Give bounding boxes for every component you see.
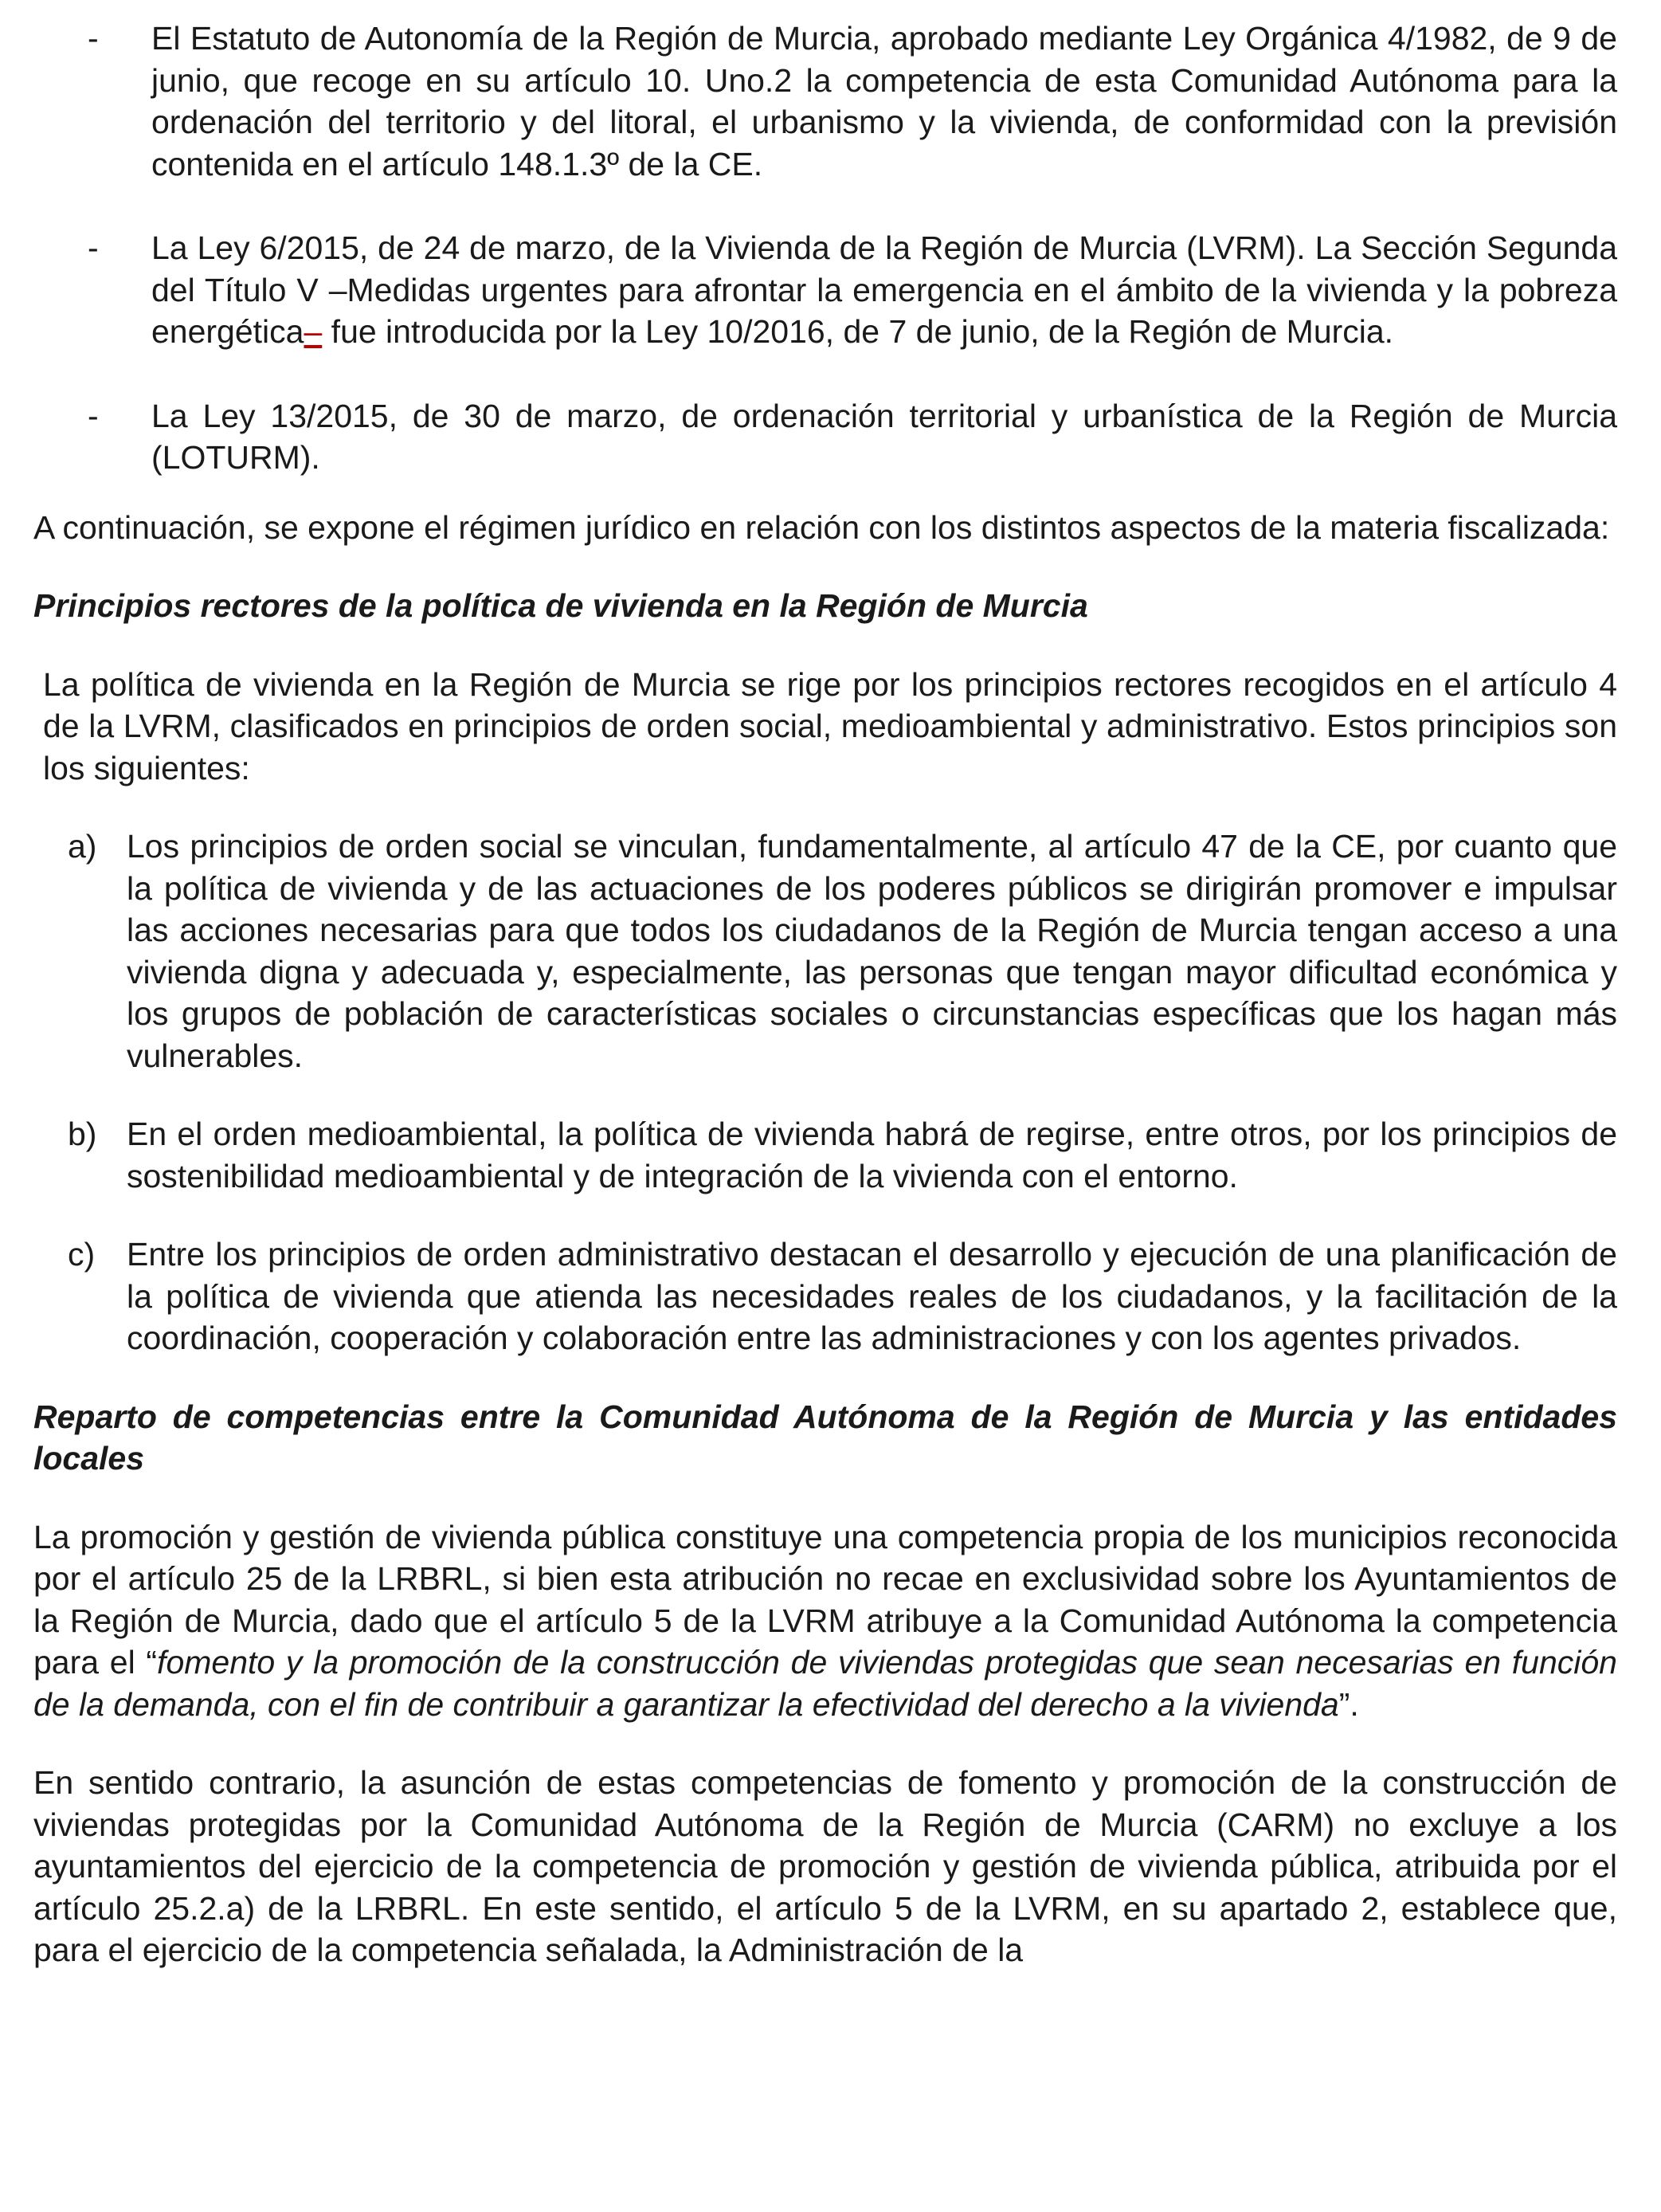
principle-item-medioambiental <box>33 1113 1617 1197</box>
paragraph-text-after: ”. <box>1338 1685 1359 1723</box>
bullet-text-before: La Ley 6/2015, de 24 de marzo, de la Vivienda de la Región de Murcia (LVRM). La Sección Segunda del Título V –Medidas urgentes para afrontar la emergencia en el ámbito de la vivienda y la pobreza energética <box>151 229 1617 350</box>
intro-paragraph: A continuación, se expone el régimen jurídico en relación con los distintos aspectos de la materia fiscalizada: <box>33 508 1610 546</box>
principios-paragraph: La política de vivienda en la Región de Murcia se rige por los principios rectores recogidos en el artículo 4 de la LVRM, clasificados en principios de orden social, medioambiental y administrativo. Estos principios son los siguientes: <box>43 665 1617 786</box>
item-text: Entre los principios de orden administrativo destacan el desarrollo y ejecución de una planificación de la política de vivienda que atienda las necesidades reales de los ciudadanos, y la facilitación de la coordinación, cooperación y colaboración entre las administraciones y con los agentes privados. <box>127 1236 1617 1356</box>
quoted-law-text: fomento y la promoción de la construcción de viviendas protegidas que sean necesarias en función de la demanda, con el fin de contribuir a garantizar la efectividad del derecho a la vivienda <box>33 1644 1617 1723</box>
item-letter: a) <box>68 828 97 865</box>
principle-item-administrativo <box>33 1233 1617 1359</box>
principle-item-social <box>33 826 1617 1077</box>
item-text: Los principios de orden social se vinculan, fundamentalmente, al artículo 47 de la CE, por cuanto que la política de vivienda y de las actuaciones de los poderes públicos se dirigirán promover e impulsar las acciones necesarias para que todos los ciudadanos de la Región de Murcia tengan acceso a una vivienda digna y adecuada y, especialmente, las personas que tengan mayor dificultad económica y los grupos de población de características sociales o circunstancias específicas que los hagan más vulnerables. <box>127 828 1617 1074</box>
bullet-item-estatuto <box>33 18 1617 185</box>
bullet-item-ley-vivienda <box>33 227 1617 353</box>
document-page <box>33 18 1617 1971</box>
tracked-change-dash: – <box>304 313 323 350</box>
bullet-marker: - <box>88 397 99 434</box>
item-text: En el orden medioambiental, la política de vivienda habrá de regirse, entre otros, por los principios de sostenibilidad medioambiental y de integración de la vivienda con el entorno. <box>127 1116 1617 1194</box>
bullet-text-after: fue introducida por la Ley 10/2016, de 7 de junio, de la Región de Murcia. <box>322 313 1394 350</box>
item-letter: c) <box>68 1236 96 1273</box>
bullet-item-loturm <box>33 395 1617 479</box>
paragraph-text-before: La promoción y gestión de vivienda pública constituye una competencia propia de los municipios reconocida por el artículo 25 de la LRBRL, si bien esta atribución no recae en exclusividad sobre los Ayuntamientos de la Región de Murcia, dado que el artículo 5 de la LVRM atribuye a la Comunidad Autónoma la competencia para el “ <box>33 1518 1617 1681</box>
bullet-marker: - <box>88 20 99 57</box>
bullet-text: La Ley 13/2015, de 30 de marzo, de ordenación territorial y urbanística de la Región de Murcia (LOTURM). <box>151 397 1617 476</box>
bullet-marker: - <box>88 229 99 266</box>
section-heading-principios: Principios rectores de la política de vivienda en la Región de Murcia <box>33 587 1088 624</box>
item-letter: b) <box>68 1116 97 1152</box>
competencias-paragraph-2: En sentido contrario, la asunción de estas competencias de fomento y promoción de la construcción de viviendas protegidas por la Comunidad Autónoma de la Región de Murcia (CARM) no excluye a los ayuntamientos del ejercicio de la competencia de promoción y gestión de vivienda pública, atribuida por el artículo 25.2.a) de la LRBRL. En este sentido, el artículo 5 de la LVRM, en su apartado 2, establece que, para el ejercicio de la competencia señalada, la Administración de la <box>33 1764 1617 1968</box>
bullet-text: El Estatuto de Autonomía de la Región de Murcia, aprobado mediante Ley Orgánica 4/1982, de 9 de junio, que recoge en su artículo 10. Uno.2 la competencia de esta Comunidad Autónoma para la ordenación del territorio y del litoral, el urbanismo y la vivienda, de conformidad con la previsión contenida en el artículo 148.1.3º de la CE. <box>151 20 1617 182</box>
section-heading-competencias: Reparto de competencias entre la Comunidad Autónoma de la Región de Murcia y las entidades locales <box>33 1398 1617 1477</box>
competencias-paragraph-1 <box>33 1516 1617 1726</box>
